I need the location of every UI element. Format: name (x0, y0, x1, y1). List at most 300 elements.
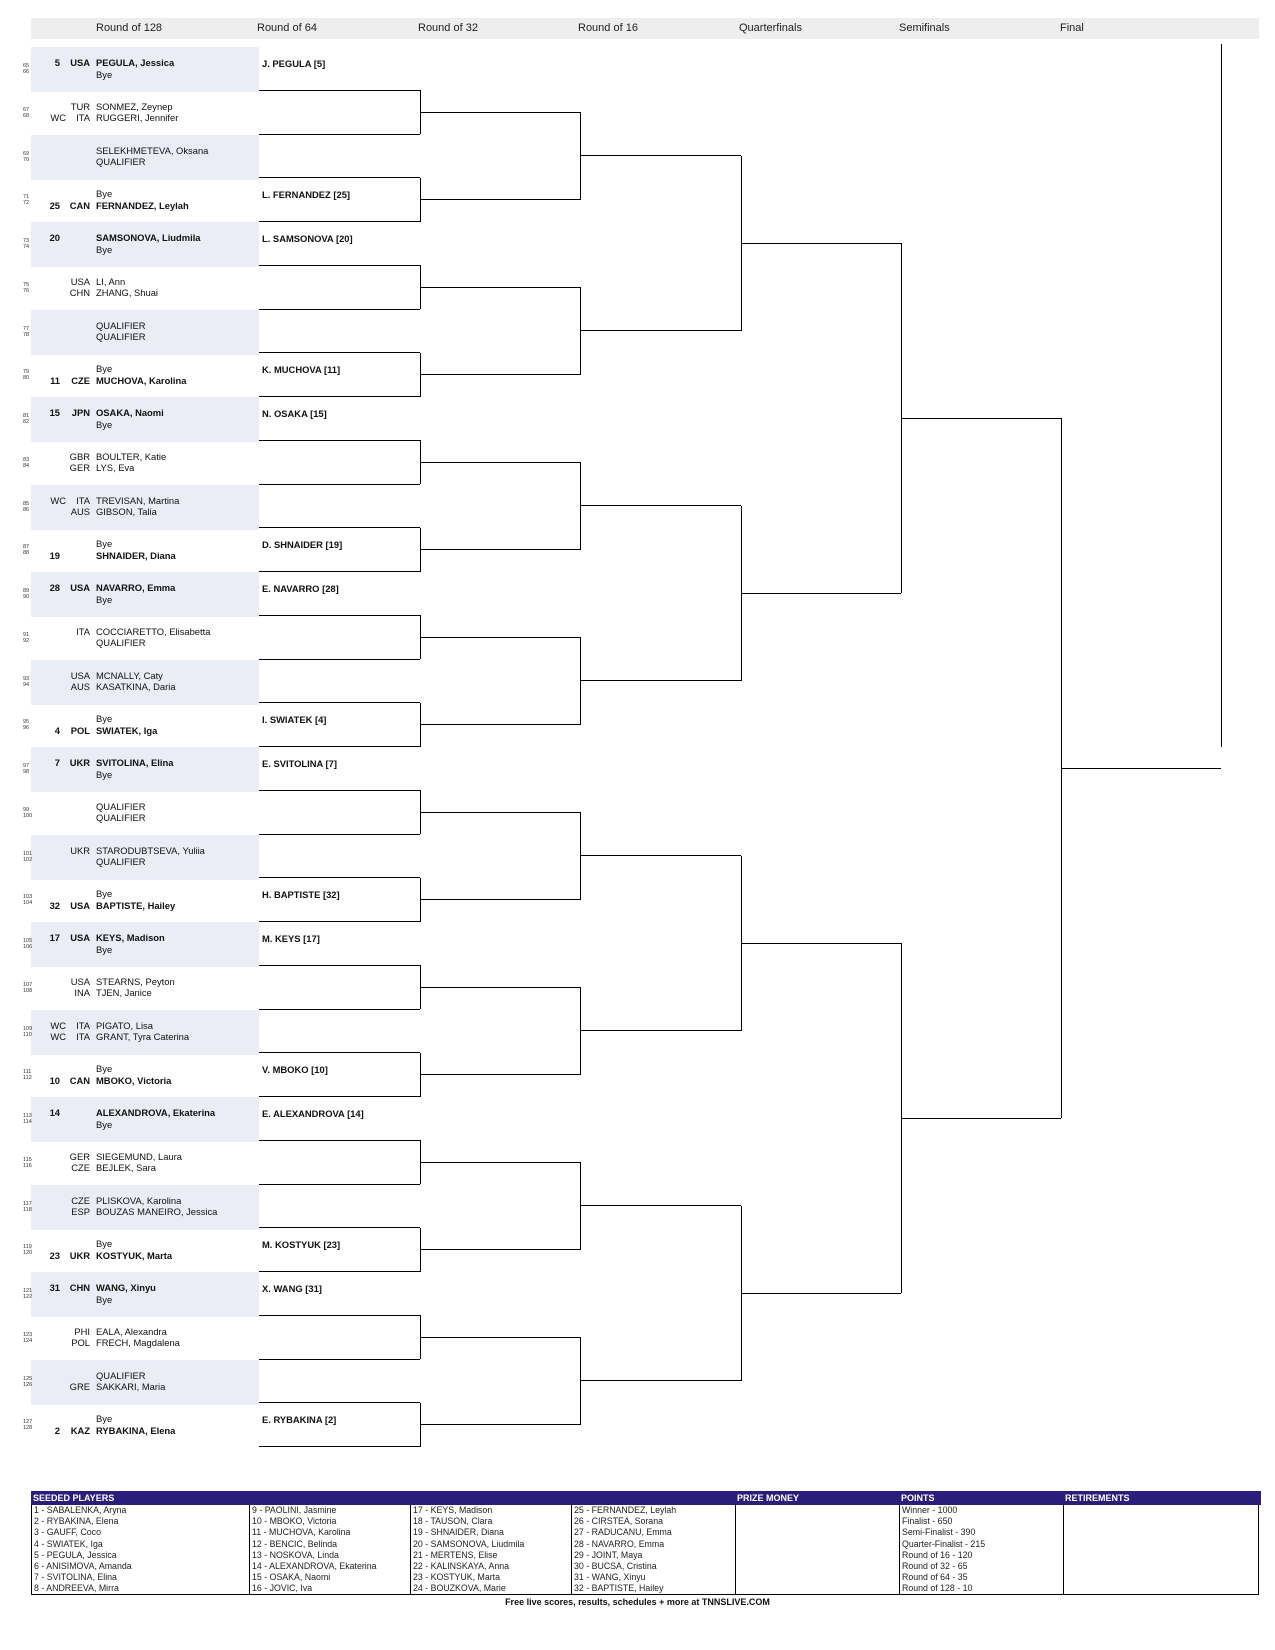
player-country: GBR (69, 450, 90, 462)
player-country: UKR (69, 757, 90, 768)
bracket-line (420, 374, 580, 375)
player-name: TREVISAN, Martina (96, 494, 180, 506)
seeded-player-item: 22 - KALINSKAYA, Anna (413, 1560, 510, 1571)
player-country: ESP (71, 1206, 90, 1217)
bracket-line (259, 1402, 420, 1403)
bracket-line (259, 921, 420, 922)
bracket-line (259, 1315, 420, 1316)
draw-number: 91 (23, 631, 30, 638)
draw-number: 115 (23, 1156, 32, 1163)
draw-number: 97 (23, 763, 30, 769)
draw-number: 76 (23, 287, 30, 294)
player-country: GRE (69, 1381, 90, 1392)
match-shade (31, 397, 259, 442)
player-name: RYBAKINA, Elena (96, 1424, 176, 1436)
player-name: GRANT, Tyra Caterina (96, 1031, 190, 1042)
draw-number: 89 (23, 588, 30, 594)
bracket-line (259, 659, 420, 660)
player-name: STEARNS, Peyton (96, 975, 175, 987)
round-title-2: Round of 32 (418, 22, 478, 34)
match-shade (31, 1272, 259, 1317)
seeded-player-item: 31 - WANG, Xinyu (574, 1572, 646, 1583)
bracket-line (420, 1337, 580, 1338)
player-name: QUALIFIER (96, 800, 146, 812)
player-name: COCCIARETTO, Elisabetta (96, 625, 211, 637)
draw-number: 109 (23, 1025, 33, 1032)
bracket-line (741, 943, 901, 944)
draw-number: 119 (23, 1244, 32, 1251)
draw-number: 98 (23, 769, 30, 775)
player-country: CHN (69, 1282, 90, 1293)
player-country: JPN (71, 407, 90, 418)
draw-number: 99 (23, 806, 30, 813)
player-seed: 31 (49, 1282, 60, 1293)
seeded-player-item: 32 - BAPTISTE, Hailey (574, 1583, 664, 1594)
player-name: Bye (96, 1118, 113, 1130)
points-item: Quarter-Finalist - 215 (902, 1538, 986, 1549)
seeded-player-item: 5 - PEGULA, Jessica (34, 1549, 117, 1560)
draw-number: 65 (23, 63, 30, 69)
player-country: USA (70, 975, 90, 987)
seeded-player-item: 7 - SVITOLINA, Elina (34, 1572, 117, 1583)
draw-number: 95 (23, 719, 30, 726)
player-country: TUR (70, 100, 90, 112)
bracket-line (259, 484, 420, 485)
player-name: RUGGERI, Jennifer (96, 112, 179, 124)
seeded-players-header: SEEDED PLAYERS (31, 1491, 737, 1505)
round-title-4: Quarterfinals (739, 22, 802, 34)
draw-number: 127 (23, 1419, 33, 1426)
seeded-player-item: 1 - SABALENKA, Aryna (34, 1505, 127, 1515)
seeded-player-item: 10 - MBOKO, Victoria (252, 1516, 337, 1527)
draw-number: 79 (23, 369, 30, 376)
seeded-player-item: 15 - OSAKA, Naomi (252, 1572, 331, 1583)
bracket-line (420, 899, 580, 900)
bracket-line (420, 1249, 580, 1250)
legend-column (735, 1505, 899, 1595)
player-seed: 28 (49, 582, 60, 593)
round64-player: M. KOSTYUK [23] (262, 1239, 341, 1251)
round64-player: E. SVITOLINA [7] (262, 758, 338, 769)
player-seed: 4 (54, 724, 60, 736)
player-country: ITA (76, 625, 90, 637)
player-country: USA (70, 275, 90, 287)
player-name: Bye (96, 243, 113, 255)
bracket-line (580, 1380, 741, 1381)
player-name: SAMSONOVA, Liudmila (96, 232, 201, 243)
player-name: SONMEZ, Zeynep (96, 100, 173, 112)
bracket-line (259, 527, 420, 528)
points-header: POINTS (899, 1491, 1065, 1505)
round64-player: N. OSAKA [15] (262, 408, 327, 419)
player-name: Bye (96, 1413, 113, 1425)
bracket-line (580, 1030, 741, 1031)
draw-number: 85 (23, 500, 30, 507)
bracket-line (259, 1227, 420, 1228)
round-title-3: Round of 16 (578, 22, 638, 34)
player-name: WANG, Xinyu (96, 1282, 156, 1293)
round-title-0: Round of 128 (96, 22, 163, 34)
bracket-line (901, 418, 1061, 419)
player-name: TJEN, Janice (96, 987, 152, 999)
bracket-line (259, 877, 420, 878)
match-shade (31, 922, 259, 967)
footer-text: Free live scores, results, schedules + more at TNNSLIVE.COM (505, 1597, 770, 1607)
points-item: Round of 32 - 65 (902, 1560, 968, 1571)
player-country: CHN (69, 287, 90, 299)
player-country: USA (70, 899, 90, 911)
draw-number: 78 (23, 331, 30, 338)
player-name: QUALIFIER (96, 637, 146, 649)
bracket-line (259, 177, 420, 178)
player-seed: 7 (54, 757, 60, 768)
seeded-player-item: 27 - RADUCANU, Emma (574, 1527, 672, 1538)
player-name: PEGULA, Jessica (96, 57, 175, 68)
bracket-line (259, 1184, 420, 1185)
round64-player: E. RYBAKINA [2] (262, 1414, 337, 1426)
bracket-line (259, 134, 420, 135)
seeded-player-item: 25 - FERNANDEZ, Leylah (574, 1505, 677, 1515)
round-title-1: Round of 64 (257, 22, 317, 34)
player-country: UKR (69, 1249, 90, 1261)
round64-player: L. FERNANDEZ [25] (262, 189, 351, 201)
round64-player: X. WANG [31] (262, 1283, 322, 1294)
player-name: KASATKINA, Daria (96, 681, 176, 692)
draw-number: 102 (23, 856, 33, 863)
bracket-line (741, 243, 901, 244)
draw-number: 90 (23, 594, 30, 600)
bracket-line (420, 112, 580, 113)
player-entry: WC (50, 494, 66, 506)
player-name: Bye (96, 1293, 113, 1305)
draw-number: 128 (23, 1425, 33, 1432)
player-country: CZE (71, 1162, 90, 1174)
bracket-line (901, 1118, 1061, 1119)
draw-number: 70 (23, 156, 30, 163)
retirements-header: RETIREMENTS (1063, 1491, 1261, 1505)
match-shade (31, 47, 259, 92)
bracket-line (259, 571, 420, 572)
points-item: Round of 16 - 120 (902, 1549, 973, 1560)
seeded-player-item: 16 - JOVIC, Iva (252, 1583, 313, 1594)
draw-number: 110 (23, 1031, 32, 1038)
legend-column (31, 1505, 249, 1595)
match-shade (31, 572, 259, 617)
draw-number: 66 (23, 69, 30, 75)
round64-player: J. PEGULA [5] (262, 58, 326, 69)
seeded-player-item: 12 - BENCIC, Belinda (252, 1538, 338, 1549)
player-country: GER (69, 1150, 90, 1162)
bracket-line (420, 812, 580, 813)
bracket-line (420, 1424, 580, 1425)
legend-panel (31, 1491, 1259, 1595)
seeded-player-item: 14 - ALEXANDROVA, Ekaterina (252, 1560, 377, 1571)
draw-number: 67 (23, 106, 30, 113)
player-seed: 23 (49, 1249, 60, 1261)
draw-number: 84 (23, 462, 30, 469)
player-country: POL (71, 1337, 90, 1349)
draw-number: 117 (23, 1200, 32, 1207)
draw-number: 114 (23, 1119, 32, 1125)
bracket-line (420, 1074, 580, 1075)
player-name: Bye (96, 363, 113, 375)
legend-column (899, 1505, 1063, 1595)
seeded-player-item: 28 - NAVARRO, Emma (574, 1538, 665, 1549)
player-seed: 20 (49, 232, 60, 243)
player-name: Bye (96, 538, 113, 550)
points-item: Round of 64 - 35 (902, 1572, 968, 1583)
player-seed: 10 (49, 1074, 60, 1086)
bracket-line (259, 834, 420, 835)
draw-number: 122 (23, 1294, 33, 1300)
player-name: GIBSON, Talia (96, 506, 157, 517)
round64-player: L. SAMSONOVA [20] (262, 233, 353, 244)
player-country: GER (69, 462, 90, 474)
draw-number: 86 (23, 506, 30, 513)
player-name: Bye (96, 593, 113, 605)
round64-player: V. MBOKO [10] (262, 1064, 328, 1076)
bracket-line (420, 199, 580, 200)
player-name: Bye (96, 418, 113, 430)
bracket-line (420, 1162, 580, 1163)
match-shade (31, 222, 259, 267)
player-name: BAPTISTE, Hailey (96, 899, 176, 911)
player-name: LI, Ann (96, 275, 126, 287)
player-entry: WC (50, 112, 66, 124)
prize-money-header: PRIZE MONEY (735, 1491, 901, 1505)
player-name: SWIATEK, Iga (96, 724, 158, 736)
draw-number: 106 (23, 944, 33, 950)
player-name: KOSTYUK, Marta (96, 1249, 173, 1261)
draw-number: 92 (23, 637, 30, 644)
bracket-line (420, 637, 580, 638)
player-country: CAN (69, 1074, 90, 1086)
legend-column (410, 1505, 571, 1595)
player-name: PIGATO, Lisa (96, 1019, 153, 1031)
seeded-player-item: 11 - MUCHOVA, Karolina (252, 1527, 351, 1538)
bracket-line (420, 549, 580, 550)
bracket-line (259, 352, 420, 353)
player-name: Bye (96, 188, 113, 200)
player-country: USA (70, 582, 90, 593)
bracket-line (580, 855, 741, 856)
bracket-line (580, 330, 741, 331)
points-item: Round of 128 - 10 (902, 1583, 973, 1594)
bracket-line (259, 615, 420, 616)
bracket-line (259, 1140, 420, 1141)
bracket-line (259, 440, 420, 441)
bracket-line (580, 1205, 741, 1206)
player-name: Bye (96, 888, 113, 900)
bracket-line (259, 265, 420, 266)
player-country: ITA (76, 1031, 90, 1042)
player-name: KEYS, Madison (96, 932, 165, 943)
bracket-line (420, 724, 580, 725)
draw-number: 83 (23, 456, 30, 463)
seeded-player-item: 9 - PAOLINI, Jasmine (252, 1505, 337, 1515)
player-country: ITA (76, 112, 90, 124)
legend-bottom-border (31, 1594, 1259, 1595)
player-name: PLISKOVA, Karolina (96, 1194, 182, 1206)
bracket-line (420, 287, 580, 288)
player-name: QUALIFIER (96, 856, 146, 867)
player-country: USA (70, 57, 90, 68)
draw-number: 72 (23, 200, 30, 207)
player-name: SIEGEMUND, Laura (96, 1150, 182, 1162)
player-name: NAVARRO, Emma (96, 582, 176, 593)
player-entry: WC (50, 1031, 66, 1042)
player-country: KAZ (70, 1424, 90, 1436)
player-name: Bye (96, 713, 113, 725)
player-seed: 32 (49, 899, 60, 911)
seeded-player-item: 20 - SAMSONOVA, Liudmila (413, 1538, 525, 1549)
round-title-5: Semifinals (899, 22, 950, 34)
draw-number: 104 (23, 900, 33, 907)
player-name: QUALIFIER (96, 331, 146, 342)
player-country: CZE (71, 1194, 90, 1206)
player-name: STARODUBTSEVA, Yuliia (96, 844, 205, 856)
player-name: FERNANDEZ, Leylah (96, 199, 189, 211)
draw-number: 105 (23, 938, 33, 944)
bracket-line (1221, 44, 1222, 747)
seeded-player-item: 8 - ANDREEVA, Mirra (34, 1583, 119, 1594)
player-country: UKR (70, 844, 90, 856)
bracket-line (580, 155, 741, 156)
seeded-player-item: 2 - RYBAKINA, Elena (34, 1516, 119, 1527)
draw-number: 101 (23, 850, 33, 857)
player-seed: 25 (49, 199, 60, 211)
round64-player: K. MUCHOVA [11] (262, 364, 341, 376)
draw-number: 112 (23, 1075, 32, 1082)
bracket-line (259, 1009, 420, 1010)
bracket-line (259, 1446, 420, 1447)
legend-column (249, 1505, 410, 1595)
player-country: INA (74, 987, 90, 999)
points-item: Winner - 1000 (902, 1505, 958, 1515)
draw-number: 80 (23, 375, 30, 382)
bracket-line (259, 790, 420, 791)
draw-number: 93 (23, 675, 30, 682)
draw-number: 124 (23, 1337, 33, 1344)
player-seed: 14 (49, 1107, 60, 1118)
draw-number: 68 (23, 112, 30, 119)
round-title-6: Final (1060, 22, 1084, 34)
match-shade (31, 1097, 259, 1142)
seeded-player-item: 19 - SHNAIDER, Diana (413, 1527, 504, 1538)
draw-number: 75 (23, 281, 30, 288)
player-country: USA (70, 932, 90, 943)
seeded-player-item: 29 - JOINT, Maya (574, 1549, 643, 1560)
player-name: SVITOLINA, Elina (96, 757, 174, 768)
player-name: SHNAIDER, Diana (96, 549, 176, 561)
bracket-line (259, 309, 420, 310)
draw-number: 123 (23, 1331, 33, 1338)
seeded-player-item: 30 - BUCSA, Cristina (574, 1560, 657, 1571)
round64-player: E. NAVARRO [28] (262, 583, 339, 594)
player-country: PHI (74, 1325, 90, 1337)
player-country: ITA (76, 494, 90, 506)
bracket-line (580, 505, 741, 506)
draw-number: 111 (23, 1069, 32, 1076)
draw-number: 107 (23, 981, 33, 988)
draw-number: 96 (23, 725, 30, 732)
bracket-line (259, 90, 420, 91)
seeded-player-item: 13 - NOSKOVA, Linda (252, 1549, 339, 1560)
bracket-line (420, 462, 580, 463)
bracket-line (580, 680, 741, 681)
player-name: BOULTER, Katie (96, 450, 167, 462)
player-name: Bye (96, 1063, 113, 1075)
match-shade (31, 747, 259, 792)
seeded-player-item: 23 - KOSTYUK, Marta (413, 1572, 501, 1583)
bracket-line (741, 1293, 901, 1294)
player-name: FRECH, Magdalena (96, 1337, 180, 1349)
draw-number: 81 (23, 413, 30, 419)
player-country: CAN (69, 199, 90, 211)
seeded-player-item: 6 - ANISIMOVA, Amanda (34, 1560, 132, 1571)
player-name: QUALIFIER (96, 156, 146, 167)
bracket-line (259, 965, 420, 966)
round64-player: M. KEYS [17] (262, 933, 320, 944)
bracket-line (259, 1359, 420, 1360)
points-item: Finalist - 650 (902, 1516, 953, 1527)
player-seed: 11 (50, 374, 60, 386)
draw-number: 103 (23, 894, 33, 901)
round64-player: I. SWIATEK [4] (262, 714, 327, 726)
draw-number: 87 (23, 544, 30, 551)
seeded-player-item: 17 - KEYS, Madison (413, 1505, 493, 1515)
draw-number: 100 (23, 812, 33, 819)
player-name: ALEXANDROVA, Ekaterina (96, 1107, 216, 1118)
player-name: MBOKO, Victoria (96, 1074, 172, 1086)
player-name: QUALIFIER (96, 812, 146, 824)
player-country: AUS (70, 681, 90, 692)
bracket-line (259, 1052, 420, 1053)
draw-number: 73 (23, 238, 30, 244)
legend-column (571, 1505, 735, 1595)
draw-number: 74 (23, 244, 30, 250)
seeded-player-item: 24 - BOUZKOVA, Marie (413, 1583, 506, 1594)
player-name: BOUZAS MANEIRO, Jessica (96, 1206, 218, 1217)
player-country: ITA (76, 1019, 90, 1031)
draw-number: 69 (23, 150, 30, 157)
seeded-player-item: 3 - GAUFF, Coco (34, 1527, 101, 1538)
draw-number: 71 (23, 194, 30, 201)
player-name: Bye (96, 1238, 113, 1250)
draw-number: 108 (23, 987, 33, 994)
player-country: POL (70, 724, 90, 736)
player-name: Bye (96, 68, 113, 80)
player-country: CZE (71, 374, 90, 386)
bracket-line (259, 221, 420, 222)
legend-column (1063, 1505, 1259, 1595)
draw-number: 125 (23, 1375, 33, 1382)
player-name: OSAKA, Naomi (96, 407, 164, 418)
draw-number: 116 (23, 1162, 32, 1169)
player-name: BEJLEK, Sara (96, 1162, 156, 1174)
player-name: Bye (96, 943, 113, 955)
bracket-line (259, 702, 420, 703)
seeded-player-item: 18 - TAUSON, Clara (413, 1516, 493, 1527)
seeded-player-item: 21 - MERTENS, Elise (413, 1549, 498, 1560)
player-seed: 15 (49, 407, 60, 418)
bracket-line (420, 987, 580, 988)
player-name: QUALIFIER (96, 319, 146, 331)
bracket-line (1061, 768, 1221, 769)
draw-number: 113 (23, 1113, 32, 1119)
bracket-line (259, 396, 420, 397)
player-name: ZHANG, Shuai (96, 287, 158, 299)
